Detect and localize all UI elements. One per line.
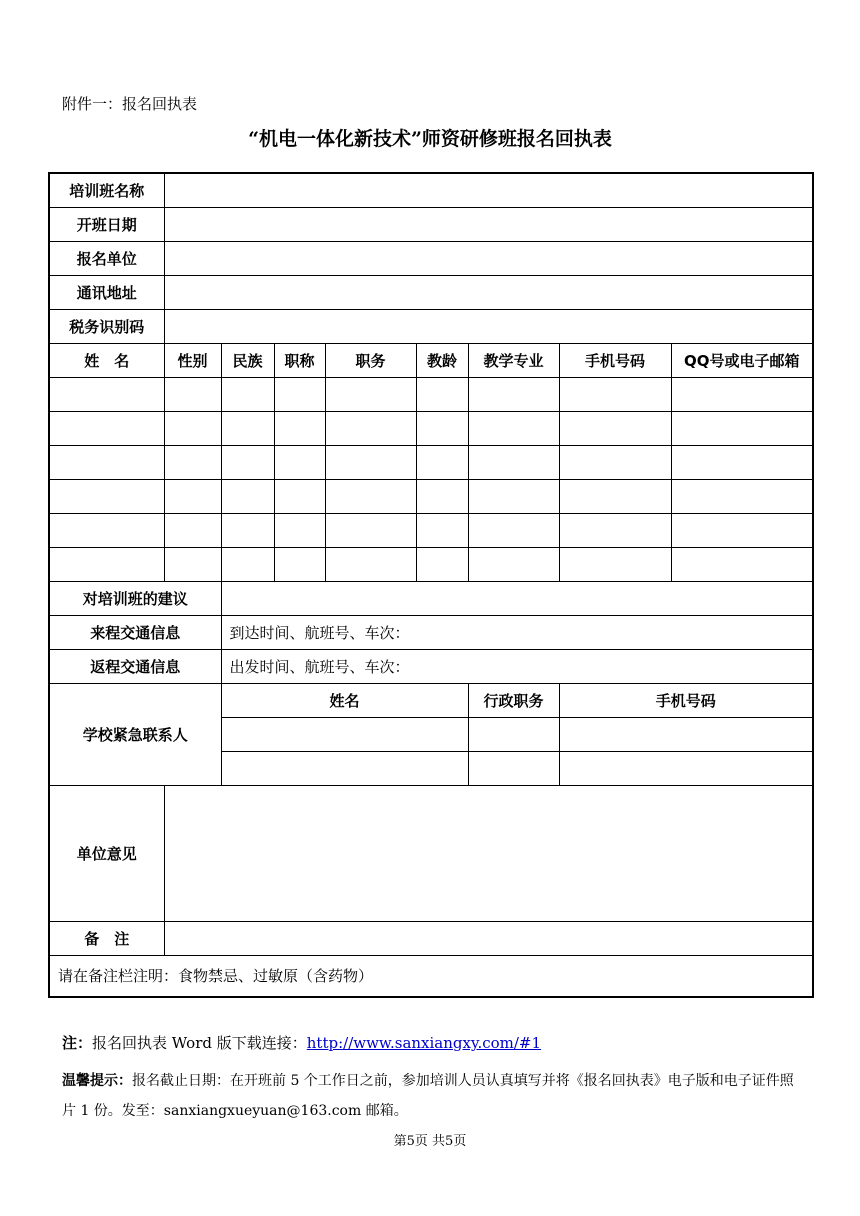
label-class-name: 培训班名称 xyxy=(49,173,164,207)
cell[interactable] xyxy=(49,479,164,513)
cell[interactable] xyxy=(49,411,164,445)
cell[interactable] xyxy=(49,377,164,411)
cell[interactable] xyxy=(274,445,325,479)
row-arrival xyxy=(49,615,813,649)
participant-row xyxy=(49,479,813,513)
col-teaching-years: 教龄 xyxy=(416,343,468,377)
participant-row xyxy=(49,411,813,445)
cell[interactable] xyxy=(274,547,325,581)
cell[interactable] xyxy=(559,479,671,513)
cell[interactable] xyxy=(164,479,221,513)
col-qq-email: QQ号或电子邮箱 xyxy=(671,343,813,377)
cell[interactable] xyxy=(325,547,416,581)
cell[interactable] xyxy=(416,547,468,581)
label-opinion: 单位意见 xyxy=(49,785,164,921)
row-remark-note xyxy=(49,955,813,997)
cell[interactable] xyxy=(468,717,559,751)
field-address[interactable] xyxy=(164,275,813,309)
note-text: 报名回执表 Word 版下载连接： xyxy=(92,1034,307,1052)
tip-text: 报名截止日期：在开班前 5 个工作日之前，参加培训人员认真填写并将《报名回执表》电子版和电子证件照片 1 份。发至：sanxiangxueyuan@163.com 邮箱。 xyxy=(62,1073,794,1119)
cell[interactable] xyxy=(468,479,559,513)
form-title: “机电一体化新技术”师资研修班报名回执表 xyxy=(248,128,612,150)
cell[interactable] xyxy=(671,479,813,513)
cell[interactable] xyxy=(164,547,221,581)
row-departure xyxy=(49,649,813,683)
participant-row xyxy=(49,445,813,479)
cell[interactable] xyxy=(221,479,274,513)
row-opinion xyxy=(49,785,813,921)
cell[interactable] xyxy=(274,377,325,411)
field-start-date[interactable] xyxy=(164,207,813,241)
attachment-label: 附件一：报名回执表 xyxy=(62,95,198,113)
label-tax-id: 税务识别码 xyxy=(49,309,164,343)
field-tax-id[interactable] xyxy=(164,309,813,343)
cell[interactable] xyxy=(325,377,416,411)
row-unit xyxy=(49,241,813,275)
cell[interactable] xyxy=(325,445,416,479)
row-suggestion xyxy=(49,581,813,615)
cell[interactable] xyxy=(221,751,468,785)
cell[interactable] xyxy=(274,479,325,513)
cell[interactable] xyxy=(416,513,468,547)
emergency-col-name: 姓名 xyxy=(221,683,468,717)
cell[interactable] xyxy=(559,377,671,411)
col-name: 姓 名 xyxy=(49,343,164,377)
cell[interactable] xyxy=(221,717,468,751)
participant-row xyxy=(49,547,813,581)
col-phone: 手机号码 xyxy=(559,343,671,377)
cell[interactable] xyxy=(325,513,416,547)
row-emergency-header xyxy=(49,683,813,717)
label-arrival: 来程交通信息 xyxy=(49,615,221,649)
row-remark xyxy=(49,921,813,955)
emergency-col-phone: 手机号码 xyxy=(559,683,813,717)
cell[interactable] xyxy=(671,411,813,445)
tip-label: 温馨提示： xyxy=(62,1073,132,1089)
download-link[interactable]: http://www.sanxiangxy.com/#1 xyxy=(306,1034,542,1052)
label-emergency-contact: 学校紧急联系人 xyxy=(49,683,221,785)
col-position: 职务 xyxy=(325,343,416,377)
cell[interactable] xyxy=(468,547,559,581)
label-unit: 报名单位 xyxy=(49,241,164,275)
label-suggestion: 对培训班的建议 xyxy=(49,581,221,615)
cell[interactable] xyxy=(221,445,274,479)
col-gender: 性别 xyxy=(164,343,221,377)
cell[interactable] xyxy=(468,411,559,445)
cell[interactable] xyxy=(274,411,325,445)
cell[interactable] xyxy=(671,445,813,479)
label-remark: 备 注 xyxy=(49,921,164,955)
cell[interactable] xyxy=(416,479,468,513)
field-opinion[interactable] xyxy=(164,785,813,921)
cell[interactable] xyxy=(221,513,274,547)
cell[interactable] xyxy=(416,445,468,479)
cell[interactable] xyxy=(671,513,813,547)
cell[interactable] xyxy=(468,751,559,785)
cell[interactable] xyxy=(671,547,813,581)
emergency-col-position: 行政职务 xyxy=(468,683,559,717)
field-unit[interactable] xyxy=(164,241,813,275)
cell[interactable] xyxy=(559,445,671,479)
participant-row xyxy=(49,377,813,411)
col-ethnicity: 民族 xyxy=(221,343,274,377)
page-number: 第5页 共5页 xyxy=(393,1134,467,1149)
cell[interactable] xyxy=(274,513,325,547)
cell[interactable] xyxy=(468,377,559,411)
cell[interactable] xyxy=(559,513,671,547)
cell[interactable] xyxy=(468,445,559,479)
cell[interactable] xyxy=(49,445,164,479)
cell[interactable] xyxy=(416,411,468,445)
cell[interactable] xyxy=(559,751,813,785)
participant-header-row xyxy=(49,343,813,377)
cell[interactable] xyxy=(325,479,416,513)
cell[interactable] xyxy=(559,411,671,445)
tip-paragraph xyxy=(62,1066,807,1126)
participant-row xyxy=(49,513,813,547)
field-class-name[interactable] xyxy=(164,173,813,207)
cell[interactable] xyxy=(164,377,221,411)
col-major: 教学专业 xyxy=(468,343,559,377)
row-class-name xyxy=(49,173,813,207)
label-start-date: 开班日期 xyxy=(49,207,164,241)
row-address xyxy=(49,275,813,309)
cell[interactable] xyxy=(164,445,221,479)
cell[interactable] xyxy=(325,411,416,445)
cell[interactable] xyxy=(164,513,221,547)
label-address: 通讯地址 xyxy=(49,275,164,309)
field-remark[interactable] xyxy=(164,921,813,955)
cell[interactable] xyxy=(559,717,813,751)
cell[interactable] xyxy=(164,411,221,445)
col-title: 职称 xyxy=(274,343,325,377)
field-departure[interactable]: 出发时间、航班号、车次： xyxy=(221,649,813,683)
download-note xyxy=(62,1032,541,1053)
label-departure: 返程交通信息 xyxy=(49,649,221,683)
remark-note: 请在备注栏注明：食物禁忌、过敏原（含药物） xyxy=(49,955,813,997)
cell[interactable] xyxy=(416,377,468,411)
cell[interactable] xyxy=(49,513,164,547)
cell[interactable] xyxy=(559,547,671,581)
field-suggestion[interactable] xyxy=(221,581,813,615)
field-arrival[interactable]: 到达时间、航班号、车次： xyxy=(221,615,813,649)
row-start-date xyxy=(49,207,813,241)
cell[interactable] xyxy=(671,377,813,411)
cell[interactable] xyxy=(221,547,274,581)
cell[interactable] xyxy=(221,377,274,411)
registration-table xyxy=(48,172,814,998)
row-tax-id xyxy=(49,309,813,343)
cell[interactable] xyxy=(221,411,274,445)
cell[interactable] xyxy=(49,547,164,581)
note-label: 注： xyxy=(62,1034,93,1052)
cell[interactable] xyxy=(468,513,559,547)
